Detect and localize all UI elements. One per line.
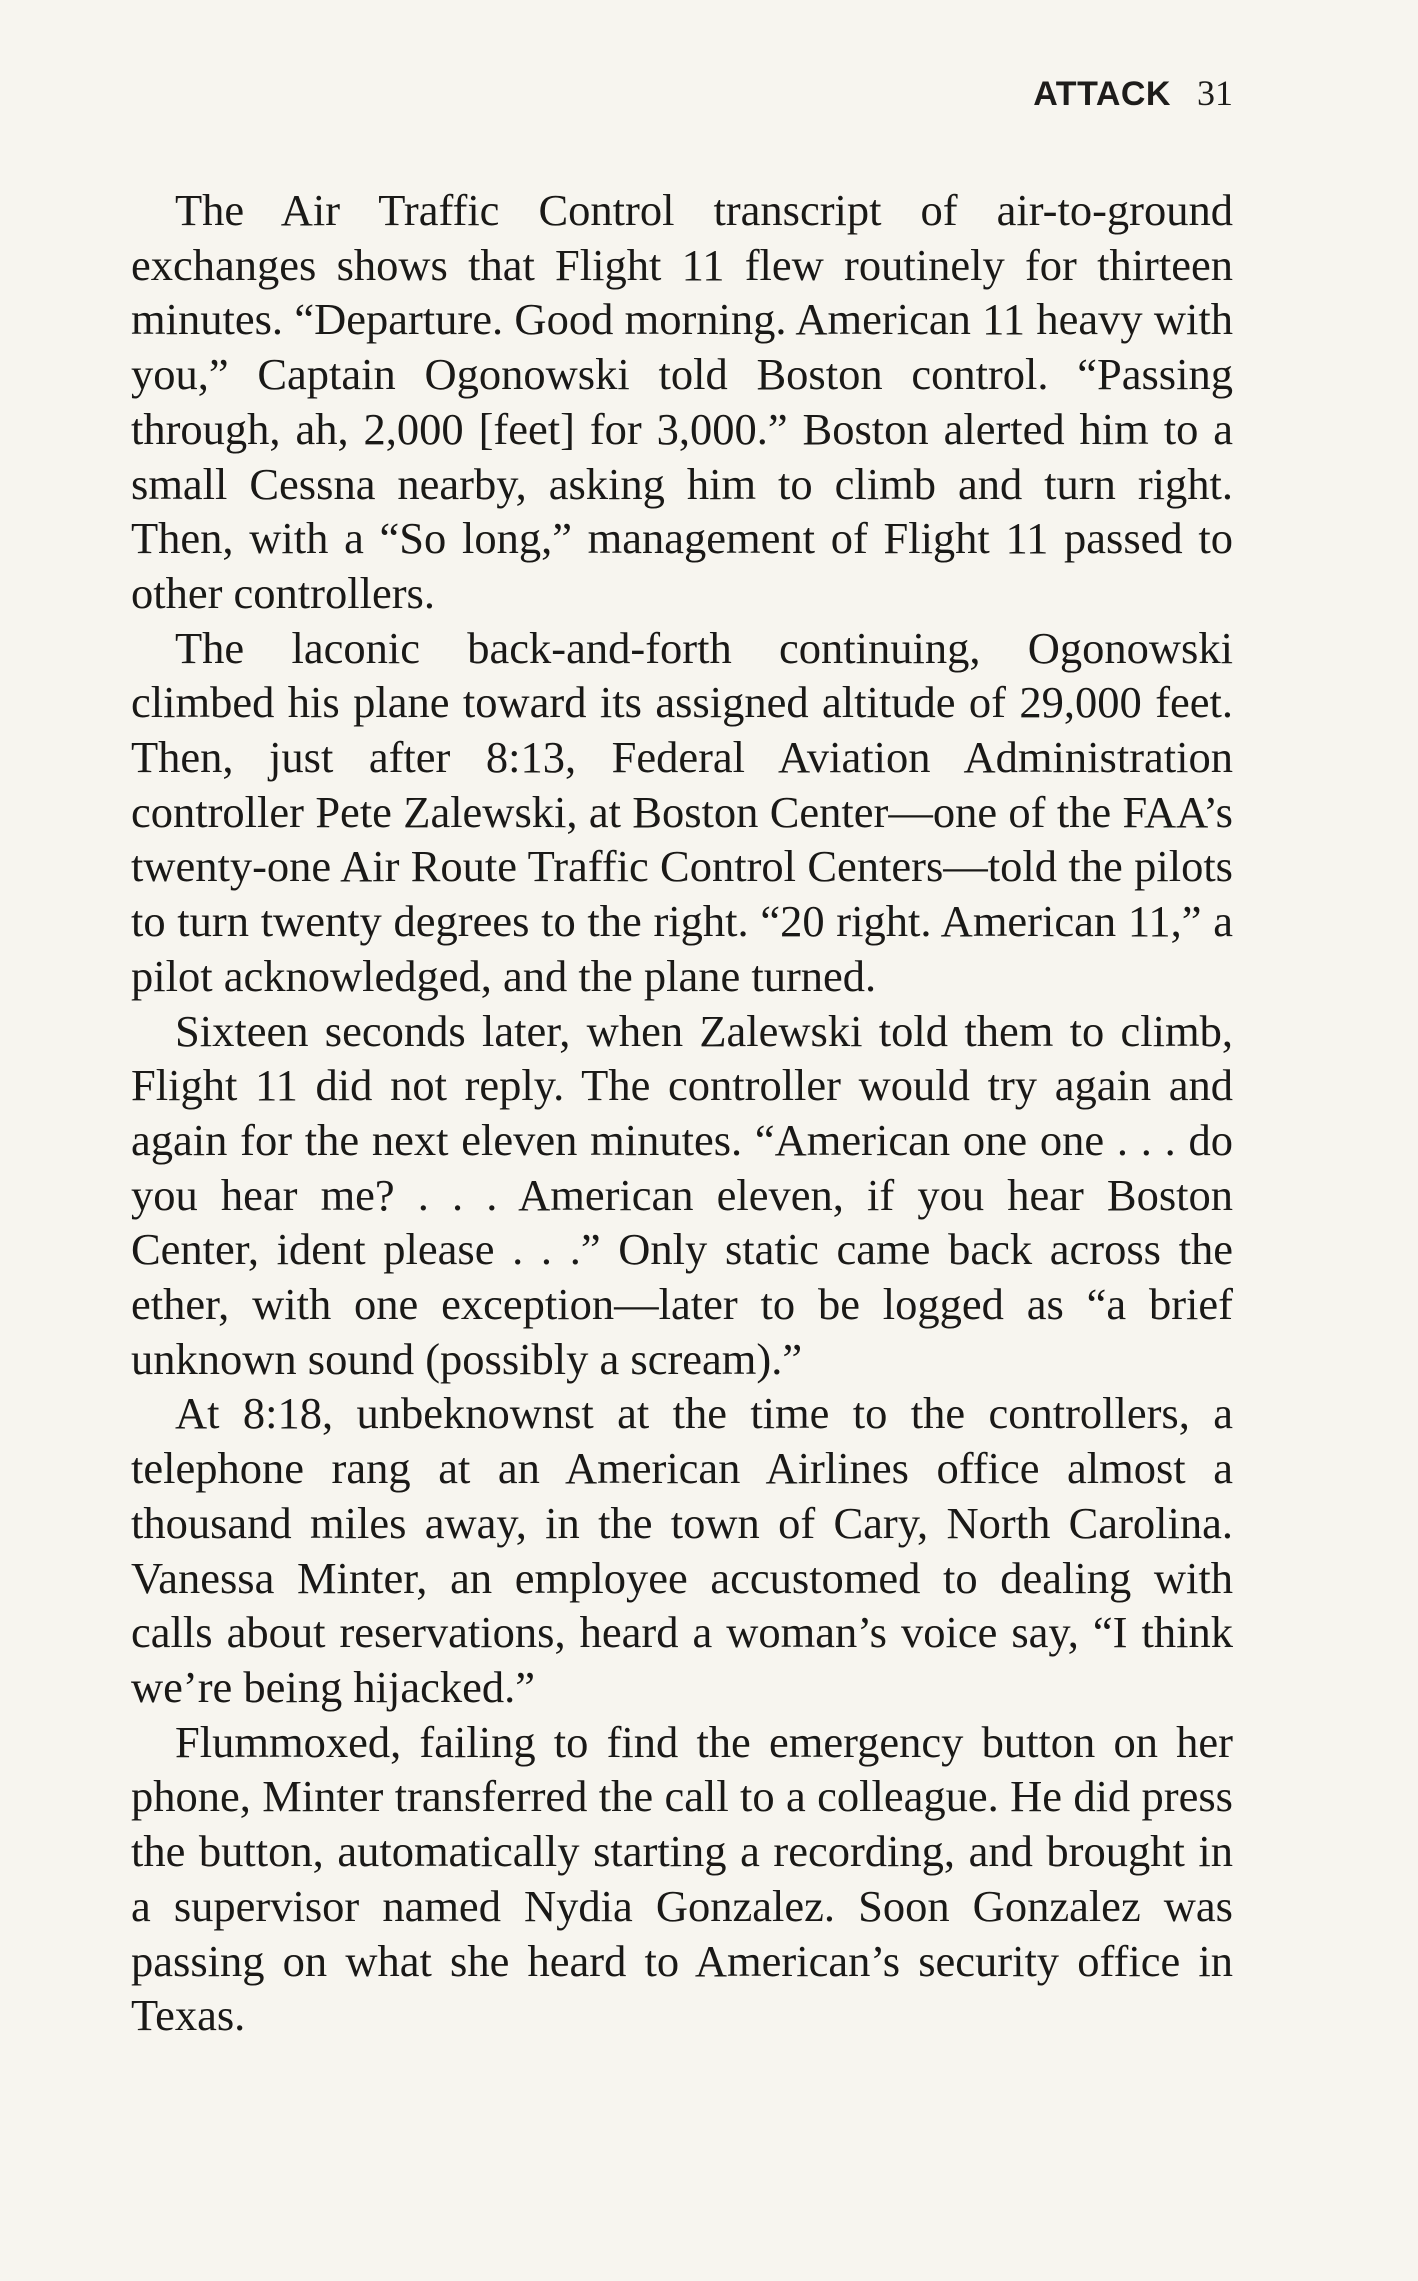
paragraph: At 8:18, unbeknownst at the time to the controllers, a telephone rang at an American Airlines office almost a thousand miles away, in the town of Cary, North Carolina. Vanessa Minter, an employee accustomed to dealing with calls about reservations, heard a woman’s voice say, “I think we’re being hijacked.” <box>131 1388 1233 1712</box>
page-number: 31 <box>1197 73 1233 113</box>
running-head <box>1033 72 1233 114</box>
paragraph: Flummoxed, failing to find the emergency button on her phone, Minter transferred the call to a colleague. He did press the button, automatically starting a recording, and brought in a supervisor named Nydia Gonzalez. Soon Gonzalez was passing on what she heard to American’s security office in Texas. <box>131 1716 1233 2041</box>
body-text <box>131 183 1233 2043</box>
running-head-section: ATTACK <box>1033 75 1171 113</box>
paragraph: The laconic back-and-forth continuing, Ogonowski climbed his plane toward its assigned altitude of 29,000 feet. Then, just after 8:13, Federal Aviation Administration controller Pete Zalewski, at Boston Center—one of the FAA’s twenty-one Air Route Traffic Control Centers—told the pilots to turn twenty degrees to the right. “20 right. American 11,” a pilot acknowledged, and the plane turned. <box>131 622 1233 1001</box>
paragraph: The Air Traffic Control transcript of air-to-ground exchanges shows that Flight 11 flew routinely for thirteen minutes. “Departure. Good morning. American 11 heavy with you,” Captain Ogonowski told Boston control. “Passing through, ah, 2,000 [feet] for 3,000.” Boston alerted him to a small Cessna nearby, asking him to climb and turn right. Then, with a “So long,” management of Flight 11 passed to other controllers. <box>131 185 1233 618</box>
paragraph: Sixteen seconds later, when Zalewski told them to climb, Flight 11 did not reply. The controller would try again and again for the next eleven minutes. “American one one . . . do you hear me? . . . American eleven, if you hear Boston Center, ident please . . .” Only static came back across the ether, with one exception—later to be logged as “a brief unknown sound (possibly a scream).” <box>131 1005 1233 1384</box>
